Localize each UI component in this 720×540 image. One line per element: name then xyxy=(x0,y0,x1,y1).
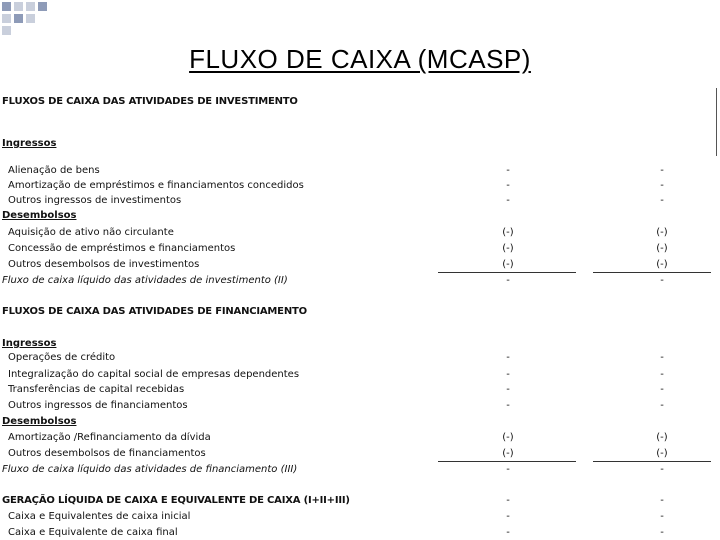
group-label: Desembolsos xyxy=(2,416,77,427)
value-col-1: (-) xyxy=(502,227,514,238)
group-label: Desembolsos xyxy=(2,210,77,221)
value-col-1: - xyxy=(506,275,510,286)
table-row xyxy=(0,193,720,209)
value-col-2: - xyxy=(660,511,664,522)
value-col-1: - xyxy=(506,384,510,395)
row-label: Caixa e Equivalente de caixa final xyxy=(8,527,178,538)
decorative-squares xyxy=(0,0,60,40)
row-label: Outros ingressos de financiamentos xyxy=(8,400,188,411)
group-label: Ingressos xyxy=(2,338,57,349)
table-row xyxy=(0,163,720,179)
value-col-1: - xyxy=(506,511,510,522)
table-row xyxy=(0,257,720,273)
value-col-2: (-) xyxy=(656,432,668,443)
group-desembolsos-investimento xyxy=(0,208,720,224)
value-col-1: - xyxy=(506,495,510,506)
row-label: Aquisição de ativo não circulante xyxy=(8,227,174,238)
table-row xyxy=(0,509,720,525)
value-col-2: - xyxy=(660,464,664,475)
page-title: FLUXO DE CAIXA (MCASP) xyxy=(189,44,531,74)
row-label: Outros ingressos de investimentos xyxy=(8,195,182,206)
value-col-1: - xyxy=(506,527,510,538)
row-label: Amortização de empréstimos e financiamentos concedidos xyxy=(8,180,304,191)
net-flow-row-financiamento xyxy=(0,462,720,478)
value-col-1: - xyxy=(506,180,510,191)
value-col-1: (-) xyxy=(502,259,514,270)
group-label: Ingressos xyxy=(2,138,57,149)
value-col-2: - xyxy=(660,165,664,176)
value-col-2: - xyxy=(660,400,664,411)
value-col-2: - xyxy=(660,495,664,506)
table-row xyxy=(0,398,720,414)
value-col-2: (-) xyxy=(656,259,668,270)
row-label: Fluxo de caixa líquido das atividades de investimento (II) xyxy=(2,275,288,286)
value-col-1: - xyxy=(506,400,510,411)
value-col-2: - xyxy=(660,195,664,206)
section-title: FLUXOS DE CAIXA DAS ATIVIDADES DE FINANCIAMENTO xyxy=(2,306,307,317)
value-col-2: - xyxy=(660,275,664,286)
table-row xyxy=(0,241,720,257)
group-desembolsos-financiamento xyxy=(0,414,720,430)
value-col-1: (-) xyxy=(502,243,514,254)
section-header-geracao xyxy=(0,493,720,509)
value-col-1: (-) xyxy=(502,432,514,443)
row-label: Caixa e Equivalentes de caixa inicial xyxy=(8,511,191,522)
group-ingressos-investimento xyxy=(0,136,720,152)
table-row xyxy=(0,382,720,398)
row-label: Integralização do capital social de empresas dependentes xyxy=(8,369,300,380)
value-col-2: - xyxy=(660,352,664,363)
value-col-1: - xyxy=(506,464,510,475)
table-row xyxy=(0,350,720,366)
table-row xyxy=(0,446,720,462)
value-col-1: - xyxy=(506,369,510,380)
row-label: Concessão de empréstimos e financiamentos xyxy=(8,243,236,254)
row-label: Amortização /Refinanciamento da dívida xyxy=(8,432,211,443)
cash-flow-sheet xyxy=(0,88,720,540)
section-header-financiamento xyxy=(0,304,720,320)
row-label: Fluxo de caixa líquido das atividades de financiamento (III) xyxy=(2,464,298,475)
value-col-2: - xyxy=(660,369,664,380)
net-flow-row-investimento xyxy=(0,273,720,289)
table-row xyxy=(0,367,720,383)
table-row xyxy=(0,225,720,241)
value-col-2: - xyxy=(660,384,664,395)
value-col-1: - xyxy=(506,165,510,176)
value-col-1: - xyxy=(506,352,510,363)
value-col-2: - xyxy=(660,180,664,191)
table-row xyxy=(0,178,720,194)
row-label: Alienação de bens xyxy=(8,165,100,176)
section-header-investimento xyxy=(0,94,720,110)
row-label: Operações de crédito xyxy=(8,352,116,363)
section-title: GERAÇÃO LÍQUIDA DE CAIXA E EQUIVALENTE DE CAIXA (I+II+III) xyxy=(2,495,350,506)
value-col-2: (-) xyxy=(656,448,668,459)
table-row xyxy=(0,430,720,446)
value-col-2: - xyxy=(660,527,664,538)
value-col-1: (-) xyxy=(502,448,514,459)
value-col-2: (-) xyxy=(656,243,668,254)
row-label: Outros desembolsos de investimentos xyxy=(8,259,200,270)
section-title: FLUXOS DE CAIXA DAS ATIVIDADES DE INVESTIMENTO xyxy=(2,96,298,107)
value-col-2: (-) xyxy=(656,227,668,238)
row-label: Transferências de capital recebidas xyxy=(8,384,185,395)
row-label: Outros desembolsos de financiamentos xyxy=(8,448,206,459)
table-row xyxy=(0,525,720,540)
value-col-1: - xyxy=(506,195,510,206)
